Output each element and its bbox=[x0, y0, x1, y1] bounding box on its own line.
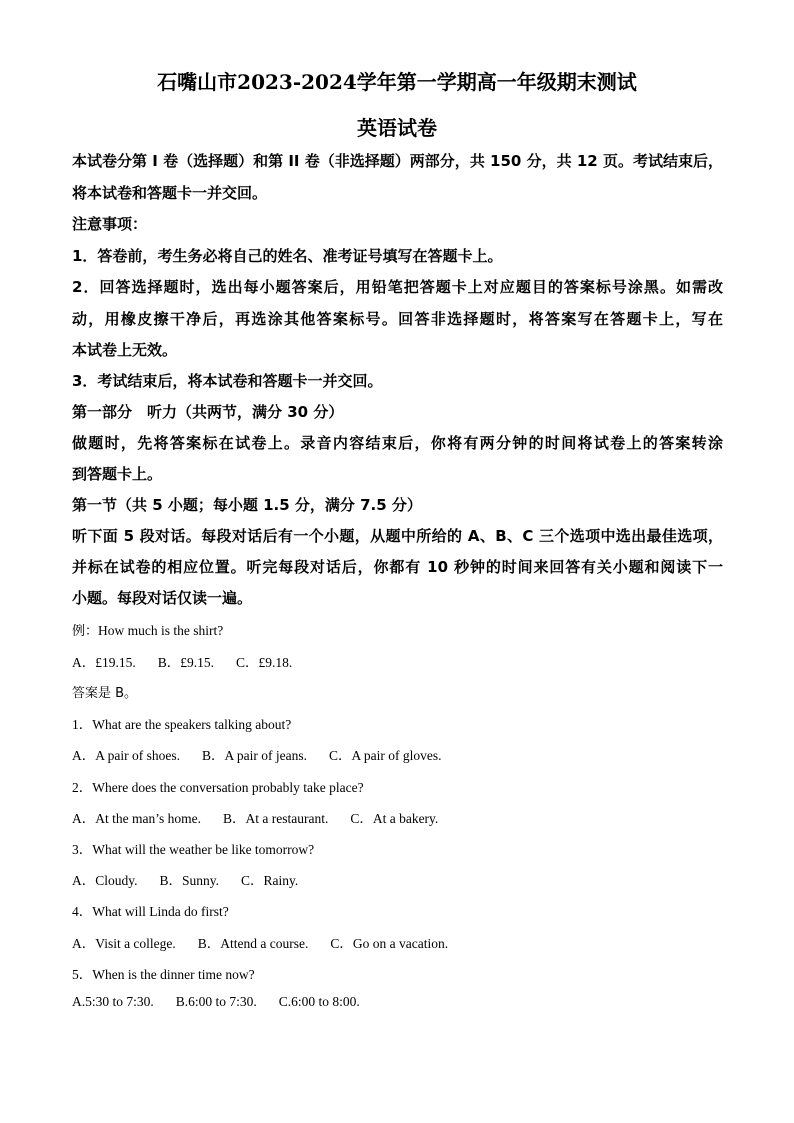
example-option-a: A．£19.15. bbox=[72, 655, 136, 670]
exam-subtitle: 英语试卷 bbox=[357, 116, 437, 140]
question-1-option-c: C．A pair of gloves. bbox=[328, 748, 442, 763]
question-1-options bbox=[72, 744, 463, 764]
question-5-option-c: C.6:00 to 8:00. bbox=[278, 994, 360, 1009]
question-2: 2．Where does the conversation probably take place? bbox=[72, 780, 364, 795]
question-4-option-a: A．Visit a college. bbox=[72, 936, 176, 951]
question-2-options bbox=[72, 807, 460, 827]
question-3-option-c: C．Rainy. bbox=[241, 873, 299, 888]
notes-item-3: 3．考试结束后，将本试卷和答题卡一并交回。 bbox=[72, 372, 383, 390]
question-5-option-b: B.6:00 to 7:30. bbox=[175, 994, 257, 1009]
part1-instruction-line-1: 做题时，先将答案标在试卷上。录音内容结束后，你将有两分钟的时间将试卷上的答案转涂 bbox=[72, 434, 723, 452]
notes-item-1: 1．答卷前，考生务必将自己的姓名、准考证号填写在答题卡上。 bbox=[72, 247, 503, 265]
example-options bbox=[72, 651, 314, 671]
question-3-option-a: A．Cloudy. bbox=[72, 873, 138, 888]
question-3-options bbox=[72, 869, 320, 889]
example-question-text: How much is the shirt? bbox=[98, 623, 224, 638]
question-2-option-a: A．At the man’s home. bbox=[72, 811, 201, 826]
section1-instruction-line-3: 小题。每段对话仅读一遍。 bbox=[72, 589, 253, 607]
example-answer bbox=[72, 682, 137, 701]
intro-line-1: 本试卷分第 I 卷（选择题）和第 II 卷（非选择题）两部分，共 150 分，共 12 页。考试结束后， bbox=[72, 152, 723, 170]
question-2-option-c: C．At a bakery. bbox=[350, 811, 439, 826]
question-1-option-b: B．A pair of jeans. bbox=[202, 748, 307, 763]
part1-instruction-line-2: 到答题卡上。 bbox=[72, 465, 163, 483]
example-answer-text: 答案是 B。 bbox=[72, 686, 138, 701]
question-1: 1．What are the speakers talking about? bbox=[72, 717, 292, 732]
intro-line-2: 将本试卷和答题卡一并交回。 bbox=[72, 184, 268, 202]
exam-title: 石嘴山市2023-2024学年第一学期高一年级期末测试 bbox=[157, 70, 637, 94]
notes-heading: 注意事项： bbox=[72, 215, 148, 233]
question-4-options bbox=[72, 932, 470, 952]
notes-item-2-line-3: 本试卷上无效。 bbox=[72, 341, 178, 359]
section1-instruction-line-2: 并标在试卷的相应位置。听完每段对话后，你都有 10 秒钟的时间来回答有关小题和阅读下一 bbox=[72, 558, 723, 576]
question-5-options bbox=[72, 994, 382, 1010]
question-5-option-a: A.5:30 to 7:30. bbox=[72, 994, 154, 1009]
question-4-option-c: C．Go on a vacation. bbox=[330, 936, 449, 951]
question-5: 5．When is the dinner time now? bbox=[72, 967, 255, 982]
question-1-option-a: A．A pair of shoes. bbox=[72, 748, 180, 763]
notes-item-2-line-1: 2．回答选择题时，选出每小题答案后，用铅笔把答题卡上对应题目的答案标号涂黑。如需改 bbox=[72, 278, 723, 296]
part1-heading: 第一部分 听力（共两节，满分 30 分） bbox=[72, 403, 344, 421]
question-2-option-b: B．At a restaurant. bbox=[222, 811, 329, 826]
question-3: 3．What will the weather be like tomorrow? bbox=[72, 842, 315, 857]
question-4: 4．What will Linda do first? bbox=[72, 904, 229, 919]
section1-heading: 第一节（共 5 小题；每小题 1.5 分，满分 7.5 分） bbox=[72, 496, 422, 514]
question-3-option-b: B．Sunny. bbox=[159, 873, 220, 888]
question-4-option-b: B．Attend a course. bbox=[197, 936, 309, 951]
notes-item-2-line-2: 动，用橡皮擦干净后，再选涂其他答案标号。回答非选择题时，将答案写在答题卡上，写在 bbox=[72, 310, 723, 328]
example-prefix: 例： bbox=[72, 624, 99, 639]
example-option-b: B．£9.15. bbox=[157, 655, 215, 670]
section1-instruction-line-1: 听下面 5 段对话。每段对话后有一个小题，从题中所给的 A、B、C 三个选项中选出最佳选项， bbox=[72, 527, 723, 545]
example-question bbox=[72, 620, 223, 639]
example-option-c: C．£9.18. bbox=[236, 655, 293, 670]
